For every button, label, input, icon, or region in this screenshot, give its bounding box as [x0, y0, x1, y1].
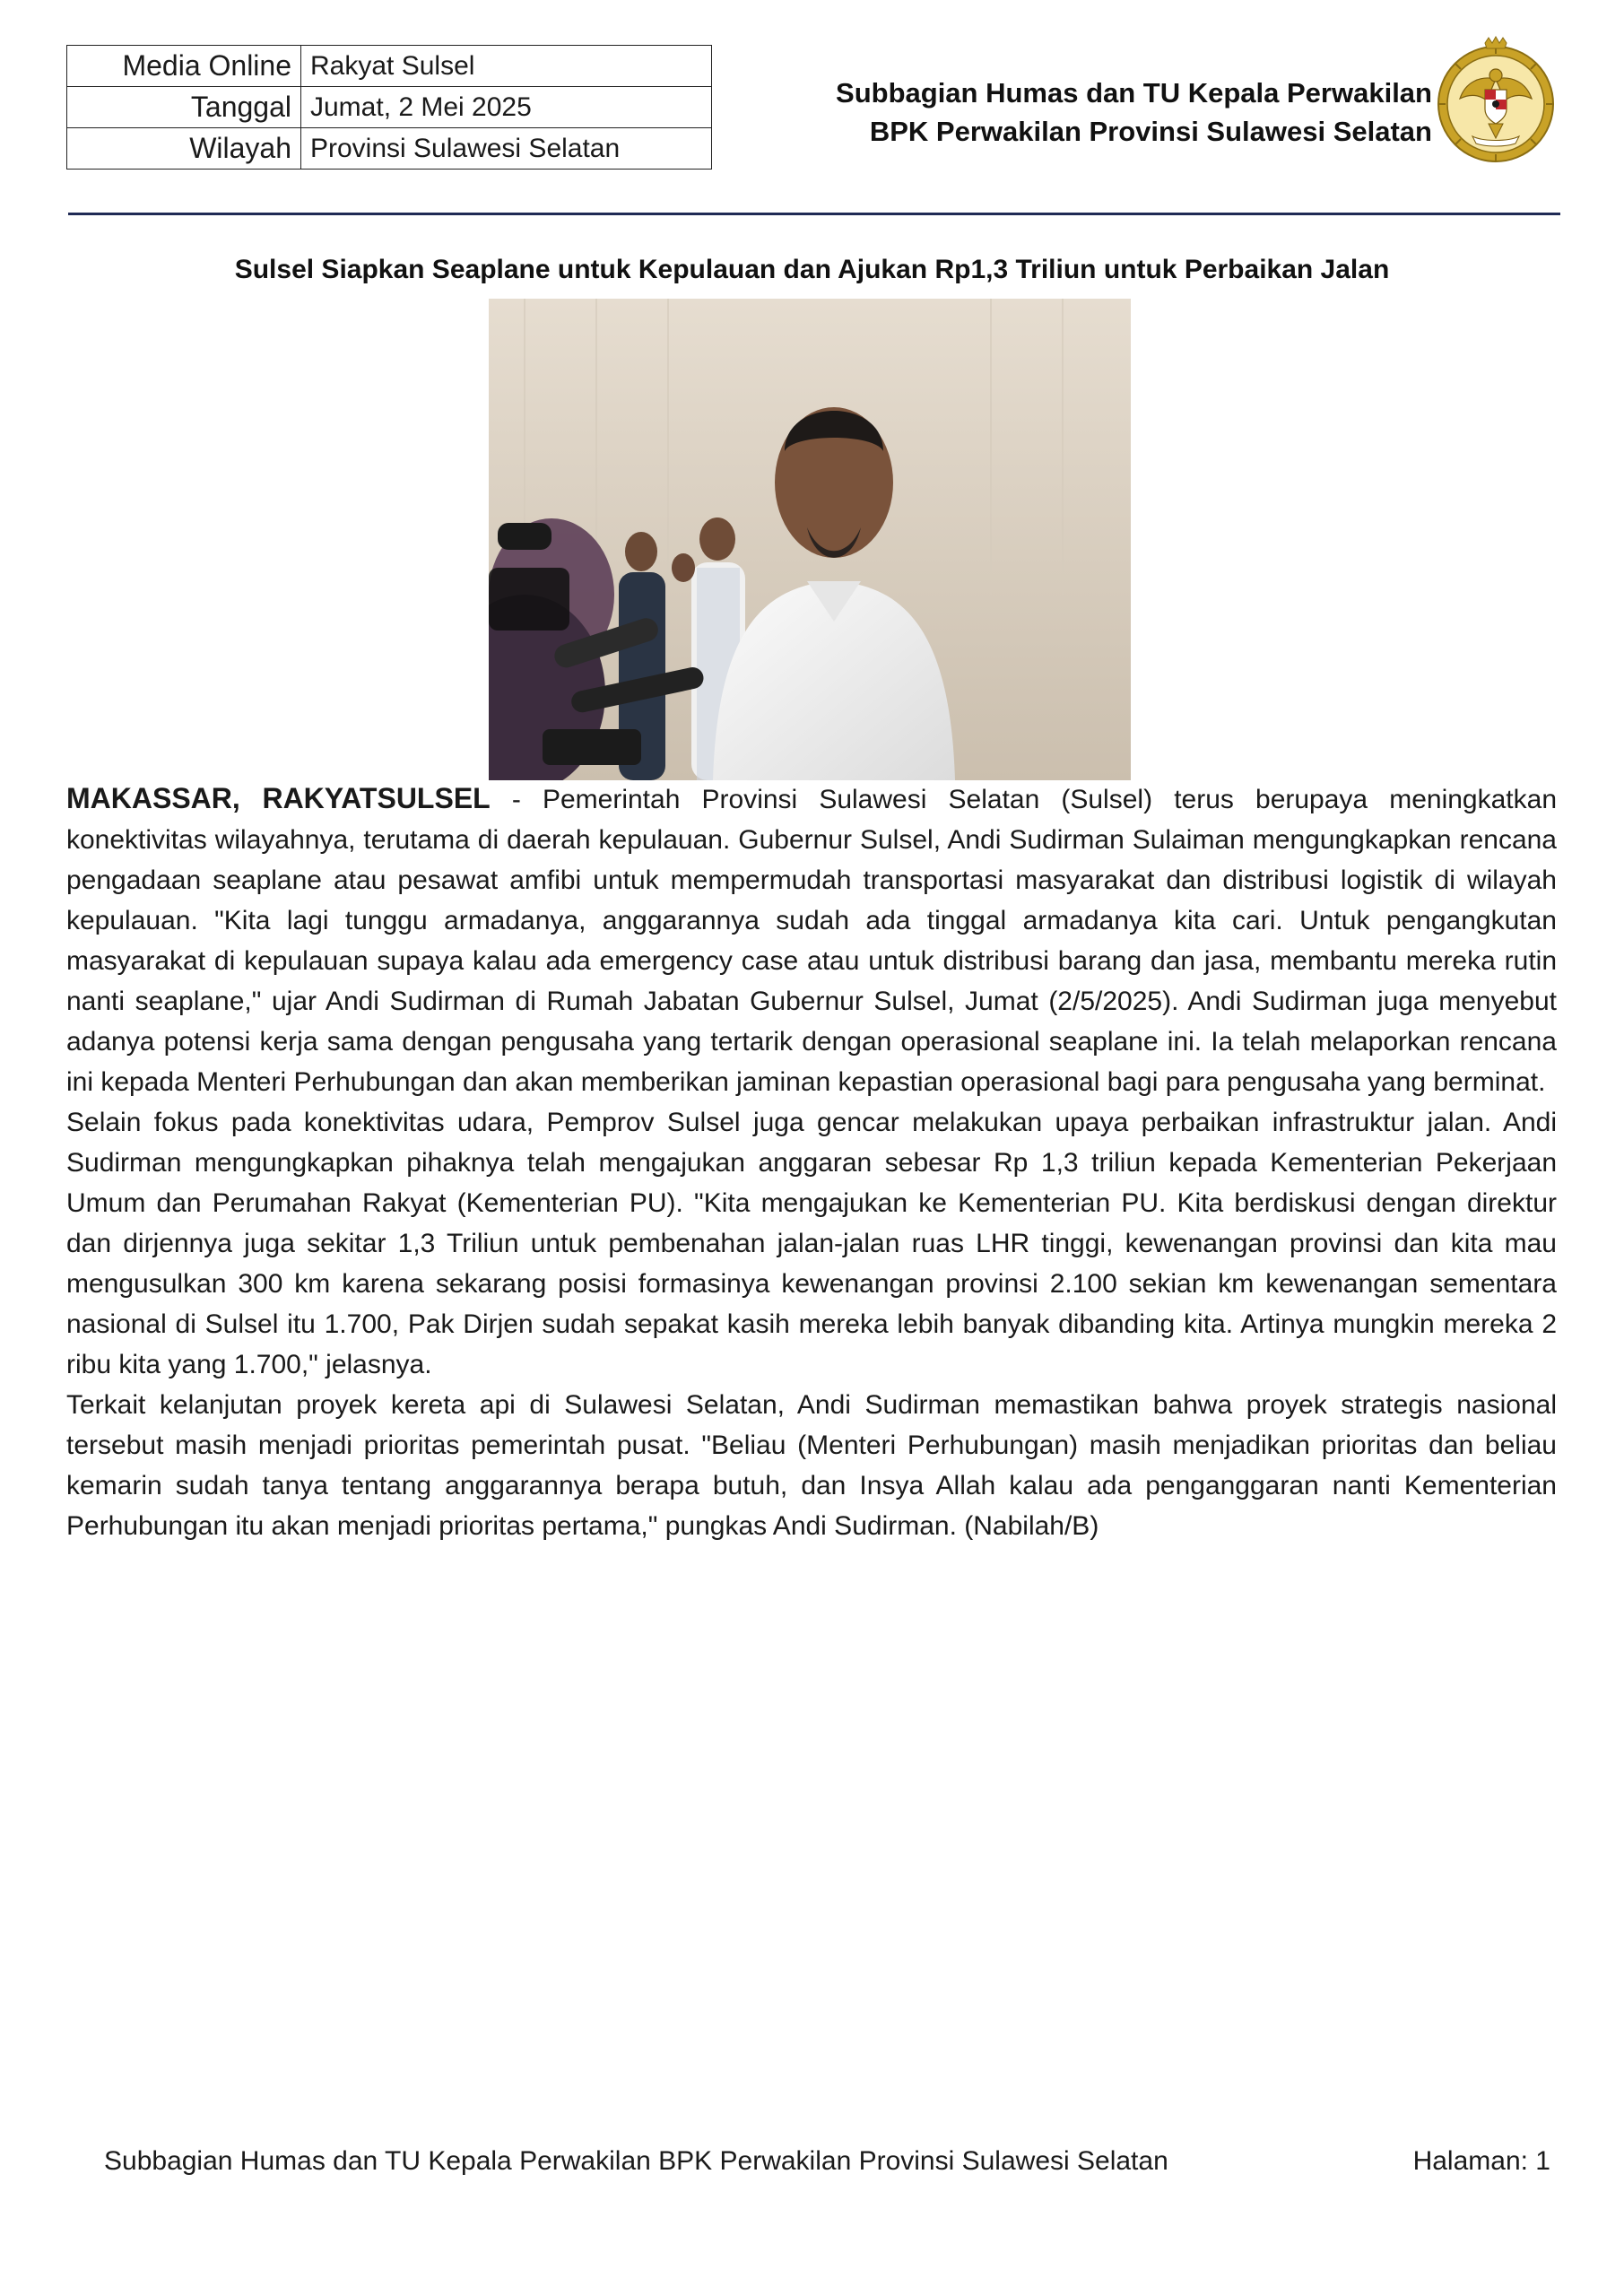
office-line-2: BPK Perwakilan Provinsi Sulawesi Selatan: [869, 116, 1432, 147]
article-body: [66, 778, 1557, 1546]
article-headline: Sulsel Siapkan Seaplane untuk Kepulauan dan Ajukan Rp1,3 Triliun untuk Perbaikan Jalan: [234, 255, 1390, 284]
media-value: Rakyat Sulsel: [301, 46, 712, 87]
date-row: [67, 87, 712, 128]
footer-office-text: Subbagian Humas dan TU Kepala Perwakilan BPK Perwakilan Provinsi Sulawesi Selatan: [104, 2146, 1168, 2176]
region-value: Provinsi Sulawesi Selatan: [301, 128, 712, 170]
media-row: [67, 46, 712, 87]
article-paragraph-3: Terkait kelanjutan proyek kereta api di Sulawesi Selatan, Andi Sudirman memastikan bahwa proyek strategis nasional tersebut masih menjadi prioritas pemerintah pusat. "Beliau (Menteri Perhubungan) masih menjadikan prioritas dan beliau kemarin sudah tanya tentang anggarannya berapa butuh, dan Insya Allah kalau ada penganggaran nanti Kementerian Perhubungan itu akan menjadi prioritas pertama," pungkas Andi Sudirman. (Nabilah/B): [66, 1390, 1557, 1541]
media-info-table: [66, 45, 712, 170]
paragraph-1-text: Pemerintah Provinsi Sulawesi Selatan (Sulsel) terus berupaya meningkatkan konektivitas wilayahnya, terutama di daerah kepulauan. Gubernur Sulsel, Andi Sudirman Sulaiman mengungkapkan rencana pengadaan seaplane atau pesawat amfibi untuk mempermudah transportasi masyarakat dan distribusi logistik di wilayah kepulauan. "Kita lagi tunggu armadanya, anggarannya sudah ada tinggal armadanya kita cari. Untuk pengangkutan masyarakat di kepulauan supaya kalau ada emergency case atau untuk distribusi barang dan jasa, membantu mereka rutin nanti seaplane," ujar Andi Sudirman di Rumah Jabatan Gubernur Sulsel, Jumat (2/5/2025). Andi Sudirman juga menyebut adanya potensi kerja sama dengan pengusaha yang tertarik dengan operasional seaplane ini. Ia telah melaporkan rencana ini kepada Menteri Perhubungan dan akan memberikan jaminan kepastian operasional bagi para pengusaha yang berminat.: [66, 785, 1558, 1097]
dateline-separator: -: [490, 785, 543, 814]
region-label: Wilayah: [67, 128, 301, 170]
media-label: Media Online: [67, 46, 301, 87]
office-header: [836, 74, 1432, 151]
article-paragraph-1: [66, 778, 1557, 1102]
header-divider: [68, 213, 1560, 215]
article-photo: [489, 299, 1131, 780]
date-value: Jumat, 2 Mei 2025: [301, 87, 712, 128]
garuda-emblem-icon: [1433, 36, 1559, 170]
region-row: [67, 128, 712, 170]
page-number: Halaman: 1: [1412, 2146, 1550, 2176]
article-dateline: MAKASSAR, RAKYATSULSEL: [66, 782, 491, 814]
office-line-1: Subbagian Humas dan TU Kepala Perwakilan: [836, 77, 1432, 109]
date-label: Tanggal: [67, 87, 301, 128]
article-paragraph-2: Selain fokus pada konektivitas udara, Pemprov Sulsel juga gencar melakukan upaya perbaikan infrastruktur jalan. Andi Sudirman mengungkapkan pihaknya telah mengajukan anggaran sebesar Rp 1,3 triliun kepada Kementerian Pekerjaan Umum dan Perumahan Rakyat (Kementerian PU). "Kita mengajukan ke Kementerian PU. Kita berdiskusi dengan direktur dan dirjennya juga sekitar 1,3 Triliun untuk pembenahan jalan-jalan ruas LHR tinggi, kewenangan provinsi dan kita mau mengusulkan 300 km karena sekarang posisi formasinya kewenangan provinsi 2.100 sekian km kewenangan sementara nasional di Sulsel itu 1.700, Pak Dirjen sudah sepakat kasih mereka lebih banyak dibanding kita. Artinya mungkin mereka 2 ribu kita yang 1.700," jelasnya.: [66, 1108, 1557, 1379]
